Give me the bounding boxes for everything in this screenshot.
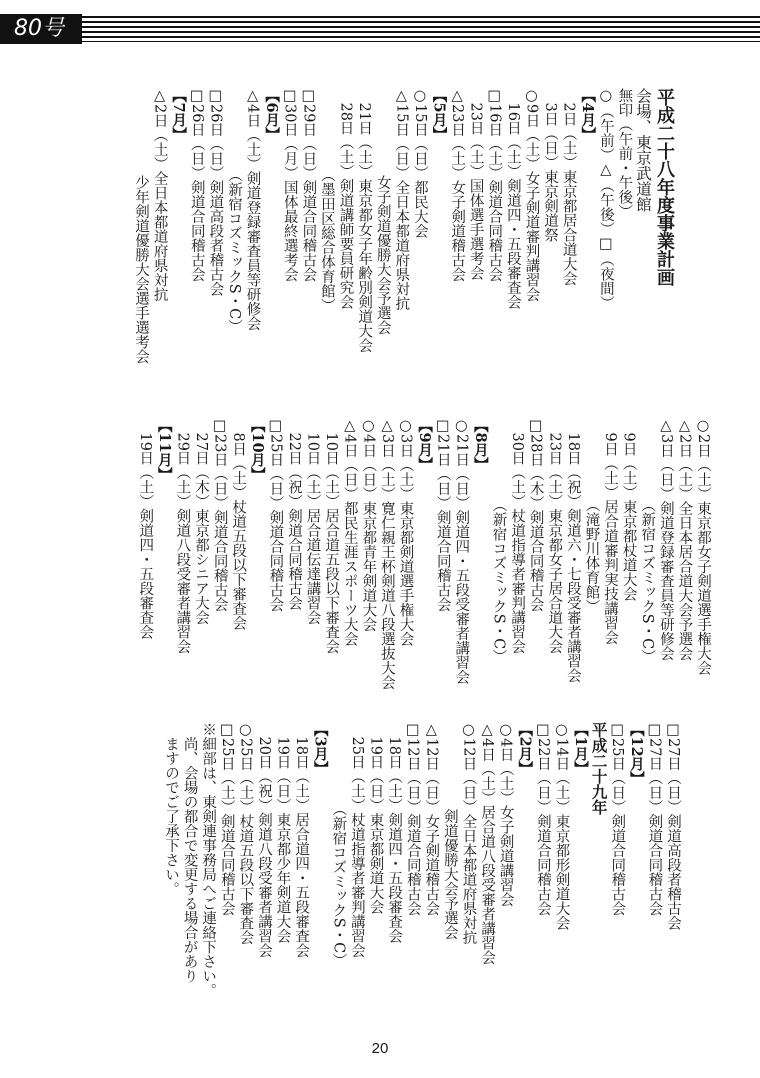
event-line: 23日（土）東京都女子居合道大会 xyxy=(546,418,563,654)
event-line: 18日（土）居合道四・五段審査会 xyxy=(293,722,310,958)
event-line: 27日（木）東京都シニア大会 xyxy=(192,418,209,625)
event-line: 3日（日）東京剣道祭 xyxy=(542,88,559,243)
month-heading: 【8月】 xyxy=(471,418,489,472)
event-line: （滝野川体育館） xyxy=(583,418,600,614)
event-line: □12日（日）剣道合同稽古会 xyxy=(404,722,421,916)
event-line: ※細部は、東剣連事務局へご連絡下さい。 xyxy=(200,722,217,998)
event-line: 女子剣道優勝大会予選会 xyxy=(374,88,391,335)
event-line: ○12日（日）全日本都道府県対抗 xyxy=(460,722,477,945)
event-line: 19日（土）剣道四・五段審査会 xyxy=(137,418,154,640)
month-heading: 【3月】 xyxy=(311,722,329,776)
issue-header-bar xyxy=(0,14,760,44)
event-line: 少年剣道優勝大会選手選考会 xyxy=(132,88,149,364)
event-line: 30日（土）杖道指導者審判講習会 xyxy=(509,418,526,654)
event-line: □21日（日）剣道合同稽古会 xyxy=(434,418,451,612)
event-line: □16日（土）剣道合同稽古会 xyxy=(486,88,503,282)
event-line: ○4日（日）東京都青年剣道大会 xyxy=(360,418,377,632)
event-line: □23日（日）剣道合同稽古会 xyxy=(211,418,228,612)
page-title: 平成二十八年度事業計画 xyxy=(654,88,675,286)
event-line: 10日（土）居合道五段以下審査会 xyxy=(323,418,340,654)
event-line: △15日（日）全日本都道府県対抗 xyxy=(393,88,410,311)
event-line: 8日（土）杖道五段以下審査会 xyxy=(230,418,247,631)
event-line: ○2日（土）東京都女子剣道選手権大会 xyxy=(695,418,711,676)
event-line: □26日（日）剣道合同稽古会 xyxy=(188,88,205,282)
event-line: 10日（土）居合道伝達講習会 xyxy=(304,418,321,625)
event-line: ○15日（日）都民大会 xyxy=(411,88,428,239)
month-heading: 【9月】 xyxy=(416,418,434,472)
event-line: □26日（日）剣道高段者稽古会 xyxy=(207,88,224,297)
event-line: （新宿コズミックS・C） xyxy=(330,722,347,968)
event-line: 29日（土）剣道八段受審者講習会 xyxy=(174,418,191,654)
event-line: 25日（土）杖道指導者審判講習会 xyxy=(348,722,365,958)
month-heading: 【1月】 xyxy=(572,722,590,776)
event-line: △23日（土）女子剣道稽古会 xyxy=(449,88,466,282)
event-line: 剣道優勝大会予選会 xyxy=(441,722,458,940)
event-line: 21日（土）東京都女子年齢別剣道大会 xyxy=(356,88,373,353)
schedule-block-fy2016-first-half xyxy=(131,88,676,364)
event-line: 16日（土）剣道四・五段審査会 xyxy=(504,88,521,310)
event-line: 2日（土）東京都居合道大会 xyxy=(560,88,577,286)
event-line: △4日（土）居合道八段受審者講習会 xyxy=(479,722,496,965)
issue-number: 80号 xyxy=(0,14,82,44)
legend-line-2: ○（午前）△（午後）□（夜間） xyxy=(597,88,614,310)
venue-line: 会場、東京武道館 xyxy=(634,88,652,212)
event-line: △2日（土）全日本都道府県対抗 xyxy=(151,88,168,302)
year-heading: 平成二十九年 xyxy=(589,722,609,815)
event-line: △3日（日）剣道登録審査員等研修会 xyxy=(657,418,674,661)
event-line: ○3日（土）東京都剣道選手権大会 xyxy=(397,418,414,647)
event-line: △4日（日）都民生涯スポーツ大会 xyxy=(341,418,358,647)
event-line: 20日（祝）剣道八段受審者講習会 xyxy=(255,722,272,958)
page-number: 20 xyxy=(371,1040,389,1057)
schedule-block-summer-autumn xyxy=(136,418,712,690)
legend-line-1: 無印（午前・午後） xyxy=(616,88,633,219)
event-line: ○21日（日）剣道四・五段受審者講習会 xyxy=(453,418,470,685)
event-line: □25日（日）剣道合同稽古会 xyxy=(609,722,626,916)
event-line: ますのでご了承下さい。 xyxy=(162,722,179,896)
month-heading: 【10月】 xyxy=(248,418,266,482)
event-line: 18日（土）剣道四・五段審査会 xyxy=(386,722,403,944)
event-line: □25日（土）剣道合同稽古会 xyxy=(218,722,235,916)
event-line: 9日（土）東京都杖道大会 xyxy=(620,418,637,602)
event-line: △12日（日）女子剣道稽古会 xyxy=(423,722,440,916)
event-line: □25日（日）剣道合同稽古会 xyxy=(267,418,284,612)
event-line: （墨田区総合体育館） xyxy=(318,88,335,313)
event-line: □28日（木）剣道合同稽古会 xyxy=(527,418,544,612)
event-line: □29日（日）剣道合同稽古会 xyxy=(300,88,317,282)
event-line: 19日（日）東京都剣道大会 xyxy=(367,722,384,915)
event-line: 22日（祝）剣道合同稽古会 xyxy=(285,418,302,611)
event-line: □22日（日）剣道合同稽古会 xyxy=(534,722,551,916)
month-heading: 【6月】 xyxy=(263,88,281,142)
event-line: 尚、会場の都合で変更する場合があり xyxy=(181,722,198,983)
month-heading: 【5月】 xyxy=(430,88,448,142)
event-line: 23日（土）国体選手選考会 xyxy=(467,88,484,281)
event-line: 9日（土）居合道審判実技講習会 xyxy=(602,418,619,645)
event-line: △2日（土）全日本居合道大会予選会 xyxy=(676,418,693,661)
event-line: △4日（土）剣道登録審査員等研修会 xyxy=(244,88,261,331)
schedule-block-winter xyxy=(161,722,682,998)
header-rule-lines xyxy=(82,16,760,42)
event-line: 19日（日）東京都少年剣道大会 xyxy=(274,722,291,944)
event-line: ○9日（土）女子剣道審判講習会 xyxy=(523,88,540,302)
event-line: ○25日（土）杖道五段以下審査会 xyxy=(237,722,254,945)
event-line: ○14日（土）東京都形剣道大会 xyxy=(553,722,570,931)
event-line: □27日（日）剣道合同稽古会 xyxy=(646,722,663,916)
event-line: （新宿コズミックS・C） xyxy=(639,418,656,664)
event-line: 18日（祝）剣道六・七段受審者講習会 xyxy=(564,418,581,683)
event-line: （新宿コズミックS・C） xyxy=(225,88,242,334)
event-line: （新宿コズミックS・C） xyxy=(490,418,507,664)
month-heading: 【2月】 xyxy=(516,722,534,776)
month-heading: 【4月】 xyxy=(579,88,597,142)
event-line: 28日（土）剣道講師要員研究会 xyxy=(337,88,354,310)
event-line: □27日（日）剣道高段者稽古会 xyxy=(665,722,681,931)
month-heading: 【12月】 xyxy=(627,722,645,786)
month-heading: 【7月】 xyxy=(170,88,188,142)
event-line: □30日（月）国体最終選考会 xyxy=(281,88,298,282)
month-heading: 【11月】 xyxy=(155,418,173,482)
event-line: △3日（土）寛仁親王杯剣道八段選抜大会 xyxy=(378,418,395,690)
event-line: ○4日（土）女子剣道講習会 xyxy=(497,722,514,907)
